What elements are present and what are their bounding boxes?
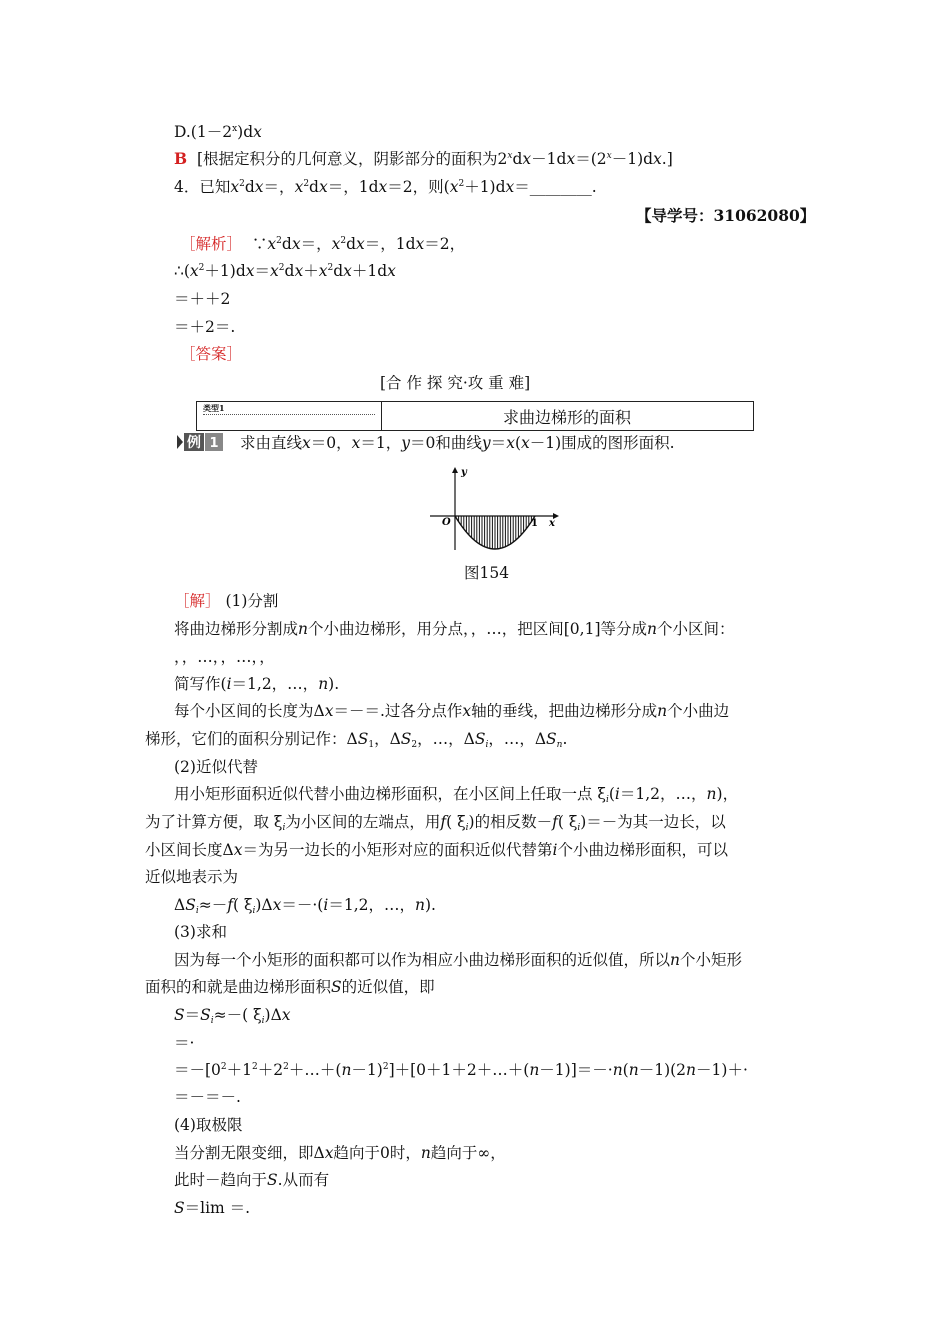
step-4-heading: (4)取极限 (174, 1116, 243, 1134)
arrow-icon (177, 435, 183, 449)
answer-letter: B (174, 149, 188, 168)
figure-caption: 图154 (464, 564, 510, 582)
type-banner (196, 401, 754, 431)
guide-number: 【导学号：31062080】 (636, 206, 816, 225)
analysis-line-3: ＝＋＋2 (174, 290, 231, 308)
type-tag-cell (197, 402, 382, 430)
solution-line-14: 因为每一个小矩形的面积都可以作为相应小曲边梯形面积的近似值，所以n个小矩形 (174, 951, 743, 969)
badge-num: 1 (209, 436, 219, 451)
option-d: $D.(1-2^x)dx$ (174, 123, 262, 141)
y-axis-arrow (452, 467, 458, 473)
badge-text: 例 (187, 435, 201, 451)
solution-line-17: ＝· (174, 1034, 195, 1052)
example-text: 求由直线x＝0，x＝1，y＝0和曲线y＝x(x－1)围成的图形面积. (240, 434, 675, 452)
solution-line-8: 用小矩形面积近似代替小曲边梯形面积，在小区间上任取一点 $\xi_i(i=1,2$，…，n)， (174, 785, 739, 805)
solution-line-10: 小区间长度Δx＝为另一边长的小矩形对应的面积近似代替第i个小曲边梯形面积，可以 (145, 841, 728, 859)
solution-line-23: S＝lim ＝. (174, 1199, 251, 1217)
section-header: [合 作 探 究·攻 重 难] (380, 374, 531, 392)
step-3-heading: (3)求和 (174, 923, 227, 941)
solution-line-9: 为了计算方便，取 $\xi_i$为小区间的左端点，用f( $\xi_i$)的相反数－f( $\xi_i)=-$为其一边长，以 (145, 813, 726, 833)
solution-line-22: 此时－趋向于S.从而有 (174, 1171, 330, 1189)
q4-text: 4．已知$x^2dx=$，$x^2dx=$，1dx＝2，则$(x^2+1)dx=\_\_\_\_\_\_\_\_$. (174, 178, 597, 196)
solution-line-19: ＝－＝－. (174, 1088, 241, 1106)
analysis-line-1: ［解析］ $\because x^2dx=$，$x^2dx=$，1dx＝2， (180, 235, 466, 253)
type-tag: 类型1 (203, 403, 225, 413)
solution-line-18: $=-[0^2+1^2+2^2+\dots+(n-1)^2]+[0+1+2+\dots+(n-1)]=-\cdot n(n-1)(2n-1)+\cdot$ (174, 1061, 748, 1079)
solution-line-2: 将曲边梯形分割成n个小曲边梯形，用分点，，…，把区间[0,1]等分成n个小区间： (174, 620, 735, 638)
figure-curve (425, 465, 565, 555)
tick-one-label: 1 (531, 518, 538, 529)
type-title: 求曲边梯形的面积 (502, 408, 631, 427)
origin-label: O (442, 517, 451, 528)
analysis-line-4: ＝＋2＝. (174, 318, 236, 336)
solution-line-4: 简写作(i＝1,2，…，n). (174, 675, 340, 693)
solution-line-5: 每个小区间的长度为Δx＝－＝.过各分点作x轴的垂线，把曲边梯形分成n个小曲边 (174, 702, 730, 720)
dotted-rule (203, 414, 375, 415)
solution-line-15: 面积的和就是曲边梯形面积S的近似值，即 (145, 978, 435, 996)
solution-tag: ［解］ (174, 592, 221, 610)
step-2-heading: (2)近似代替 (174, 758, 258, 776)
q3-answer-line: B [根据定积分的几何意义，阴影部分的面积为$2^xdx-1dx=(2^x-1)dx$.] (174, 149, 673, 168)
answer-tag: ［答案］ (180, 345, 243, 363)
axis-y-label: y (461, 467, 467, 478)
axis-x-label: x (549, 518, 555, 529)
solution-line-21: 当分割无限变细，即Δx趋向于0时，n趋向于∞， (174, 1144, 506, 1162)
solution-line-6: 梯形，它们的面积分别记作：$\Delta S_1$，$\Delta S_2$，…，$\Delta S_i$，…，$\Delta S_n$. (145, 730, 568, 750)
solution-line-11: 近似地表示为 (145, 868, 239, 886)
solution-line-3: ，，…，，…，， (174, 648, 275, 666)
solution-line-1: ［解］ (1)分割 (174, 592, 279, 610)
solution-line-16: $S=S_i\approx-$( $\xi_i)\Delta x$ (174, 1006, 291, 1026)
analysis-tag: ［解析］ (180, 235, 243, 253)
analysis-line-2: $\therefore(x^2+1)dx=x^2dx+x^2dx+1dx$ (174, 262, 396, 280)
solution-line-12: $\Delta S_i\approx-f$( $\xi_i)\Delta x=-\cdot(i=1,2$，…，n). (174, 896, 436, 916)
example-badge (177, 432, 225, 452)
